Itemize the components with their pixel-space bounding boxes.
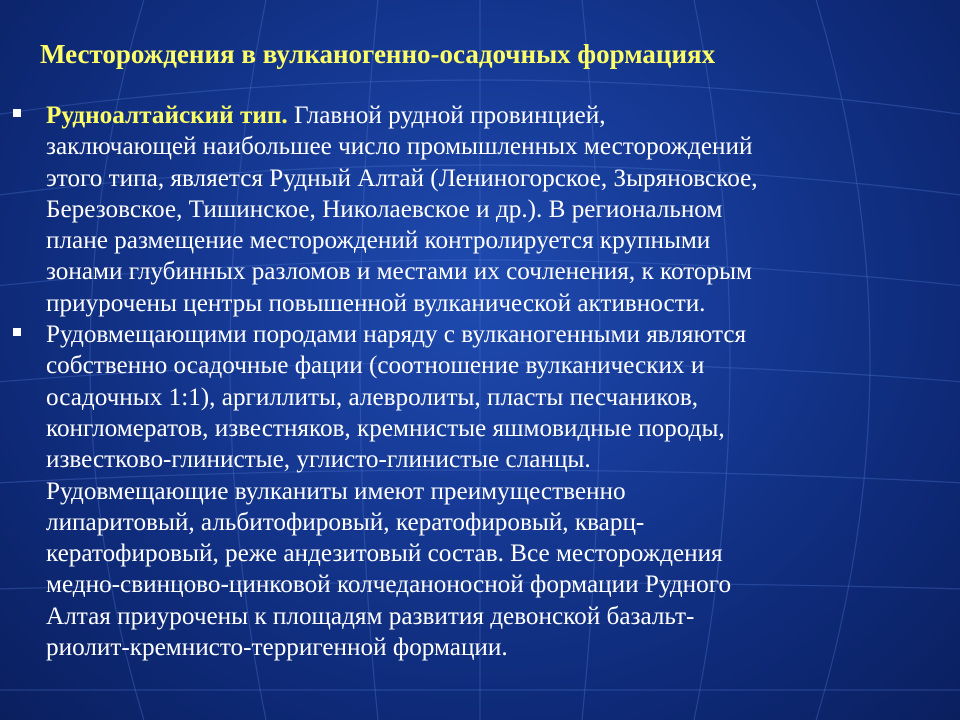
bullet-line: зонами глубинных разломов и местами их сочленения, к которым <box>46 258 752 286</box>
bullet-line: собственно осадочные фации (соотношение вулканических и <box>46 352 705 380</box>
bullet-lead-term: Рудноалтайский тип. <box>46 102 288 129</box>
square-bullet-icon <box>13 109 21 117</box>
bullet-item-rudnoaltai-type <box>10 100 945 319</box>
bullet-line: липаритовый, альбитофировый, кератофировый, кварц- <box>46 508 645 536</box>
bullet-line: заключающей наибольшее число промышленных месторождений <box>46 133 753 161</box>
bullet-line: Рудовмещающие вулканиты имеют преимущественно <box>46 477 626 505</box>
bullet-text: Главной рудной провинцией, <box>287 102 606 129</box>
bullet-line: этого типа, является Рудный Алтай (Лениногорское, Зыряновское, <box>46 164 758 192</box>
bullet-line: приурочены центры повышенной вулканической активности. <box>46 289 706 317</box>
bullet-line: плане размещение месторождений контролируется крупными <box>46 227 711 255</box>
bullet-line: известково-глинистые, углисто-глинистые сланцы. <box>46 446 591 474</box>
bullet-line: Березовское, Тишинское, Николаевское и др.). В региональном <box>46 195 723 223</box>
bullet-line <box>46 100 945 131</box>
bullet-line: медно-свинцово-цинковой колчеданоносной формации Рудного <box>46 571 732 599</box>
bullet-line: кератофировый, реже андезитовый состав. Все месторождения <box>46 540 723 568</box>
bullet-line: риолит-кремнисто-терригенной формации. <box>46 634 508 662</box>
bullet-list <box>10 100 945 663</box>
bullet-item-host-rocks <box>10 319 945 663</box>
bullet-line: Алтая приурочены к площадям развития девонской базальт- <box>46 602 695 630</box>
square-bullet-icon <box>13 328 21 336</box>
slide-title: Месторождения в вулканогенно-осадочных формациях <box>40 39 716 69</box>
bullet-line: Рудовмещающими породами наряду с вулканогенными являются <box>46 321 747 349</box>
bullet-line: конгломератов, известняков, кремнистые яшмовидные породы, <box>46 414 725 442</box>
bullet-line: осадочных 1:1), аргиллиты, алевролиты, пласты песчаников, <box>46 383 699 411</box>
